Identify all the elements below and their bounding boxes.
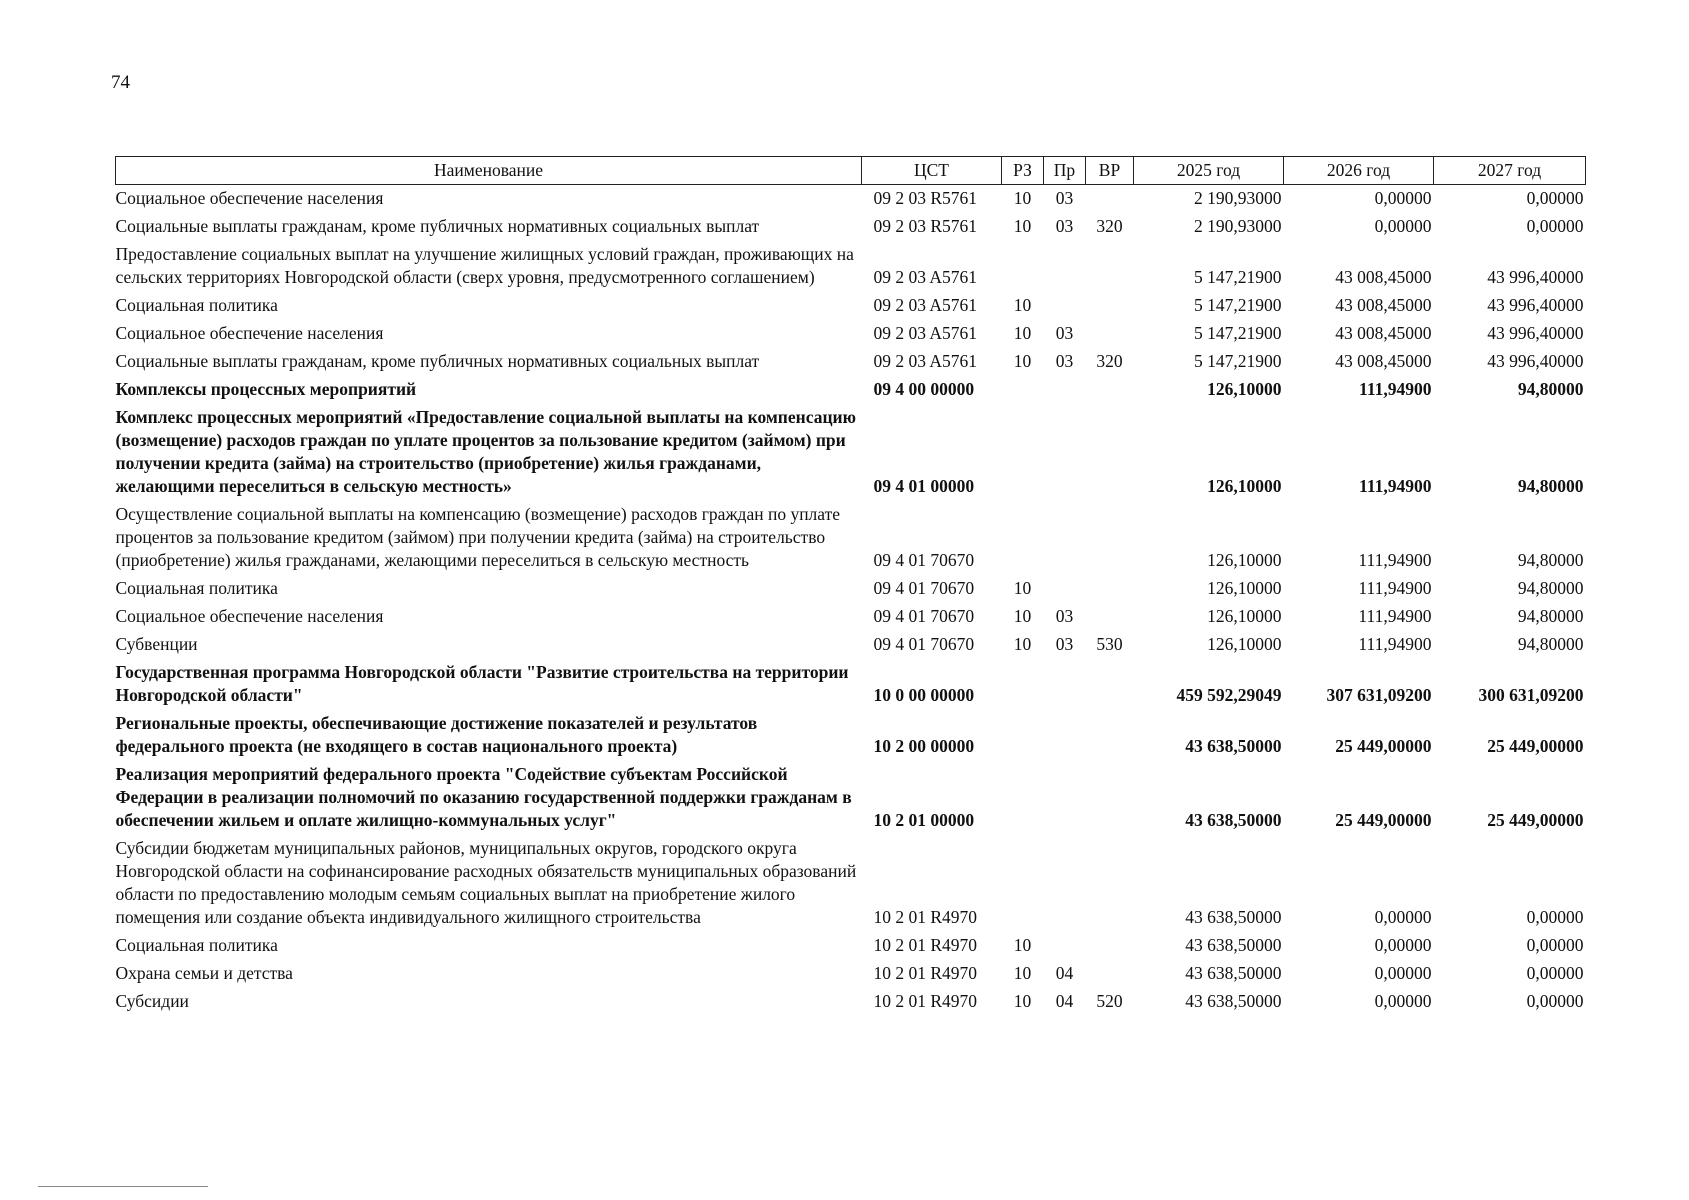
table-row (116, 960, 1586, 988)
row-name: Субсидии бюджетам муниципальных районов, муниципальных округов, городского округа Новгородской области на софинансирование расходных обязательств муниципальных образований области по предоставлению молодым семьям социальных выплат на приобретение жилого помещения или создание объекта индивидуального жилищного строительства (115, 838, 857, 927)
table-body (116, 185, 1586, 1017)
row-vr: 520 (1096, 991, 1123, 1011)
table-row (116, 501, 1586, 575)
row-pr: 03 (1055, 188, 1074, 208)
row-cst: 09 4 01 70670 (873, 634, 975, 654)
row-2026: 111,94900 (1358, 606, 1432, 626)
row-2027: 43 996,40000 (1487, 295, 1584, 315)
row-2026: 111,94900 (1359, 379, 1432, 399)
row-rz (1002, 659, 1044, 710)
row-vr (1086, 710, 1134, 761)
header-pr: Пр (1044, 157, 1086, 185)
row-name: Социальные выплаты гражданам, кроме публичных нормативных социальных выплат (115, 351, 760, 371)
table-row (116, 292, 1586, 320)
row-cst: 10 2 01 R4970 (873, 991, 978, 1011)
row-2025: 126,10000 (1207, 606, 1282, 626)
table-row (116, 710, 1586, 761)
row-2025: 43 638,50000 (1185, 935, 1282, 955)
row-name: Социальное обеспечение населения (115, 188, 384, 208)
row-rz (1002, 376, 1044, 404)
row-name: Социальные выплаты гражданам, кроме публичных нормативных социальных выплат (115, 216, 760, 236)
row-rz: 10 (1013, 351, 1032, 371)
row-name: Социальная политика (115, 578, 278, 598)
row-vr (1086, 320, 1134, 348)
row-2026: 111,94900 (1359, 476, 1432, 496)
row-name: Комплексы процессных мероприятий (115, 379, 417, 399)
row-cst: 09 4 01 70670 (873, 606, 975, 626)
row-rz: 10 (1013, 991, 1032, 1011)
row-2027: 94,80000 (1517, 634, 1584, 654)
row-pr: 03 (1055, 634, 1074, 654)
table-row (116, 376, 1586, 404)
table-row (116, 603, 1586, 631)
row-2027: 300 631,09200 (1478, 685, 1584, 705)
row-name: Охрана семьи и детства (115, 963, 293, 983)
row-rz: 10 (1013, 634, 1032, 654)
row-2027: 43 996,40000 (1487, 351, 1584, 371)
row-vr (1086, 185, 1134, 214)
table-row (116, 659, 1586, 710)
row-2025: 126,10000 (1207, 379, 1282, 399)
row-vr (1086, 575, 1134, 603)
row-cst: 09 2 03 A5761 (873, 323, 978, 343)
row-pr: 03 (1055, 216, 1074, 236)
row-2027: 25 449,00000 (1487, 810, 1584, 830)
table-row (116, 404, 1586, 501)
row-2025: 43 638,50000 (1185, 810, 1282, 830)
row-2025: 5 147,21900 (1194, 323, 1282, 343)
row-2026: 0,00000 (1374, 935, 1432, 955)
table-row (116, 575, 1586, 603)
header-cst: ЦСТ (862, 157, 1002, 185)
row-vr (1086, 761, 1134, 835)
row-cst: 09 2 03 A5761 (873, 295, 978, 315)
row-cst: 09 2 03 A5761 (873, 351, 978, 371)
row-pr (1044, 761, 1086, 835)
header-rz: РЗ (1002, 157, 1044, 185)
row-pr (1044, 404, 1086, 501)
row-2025: 5 147,21900 (1194, 351, 1282, 371)
row-2027: 94,80000 (1517, 476, 1584, 496)
table-row (116, 932, 1586, 960)
row-rz: 10 (1013, 323, 1032, 343)
table-header-row (116, 157, 1586, 185)
row-2026: 43 008,45000 (1335, 323, 1432, 343)
row-2027: 25 449,00000 (1487, 736, 1584, 756)
table-row (116, 988, 1586, 1016)
budget-table (115, 156, 1586, 1016)
row-pr: 04 (1055, 963, 1074, 983)
row-name: Субвенции (115, 634, 198, 654)
row-2025: 126,10000 (1207, 550, 1282, 570)
row-name: Социальная политика (115, 295, 278, 315)
row-2025: 2 190,93000 (1194, 216, 1282, 236)
row-vr (1086, 292, 1134, 320)
row-rz (1002, 404, 1044, 501)
table-row (116, 241, 1586, 292)
row-2026: 0,00000 (1374, 907, 1432, 927)
row-2026: 111,94900 (1358, 634, 1432, 654)
row-cst: 09 4 00 00000 (873, 379, 975, 399)
row-cst: 10 0 00 00000 (873, 685, 975, 705)
row-rz (1002, 710, 1044, 761)
row-2027: 0,00000 (1526, 991, 1584, 1011)
header-2026: 2026 год (1284, 157, 1434, 185)
row-2027: 94,80000 (1517, 550, 1584, 570)
row-2026: 43 008,45000 (1335, 295, 1432, 315)
row-2026: 0,00000 (1374, 963, 1432, 983)
row-cst: 10 2 00 00000 (873, 736, 975, 756)
table-row (116, 835, 1586, 932)
row-rz (1002, 501, 1044, 575)
table-row (116, 320, 1586, 348)
row-name: Социальное обеспечение населения (115, 323, 384, 343)
row-vr (1086, 241, 1134, 292)
row-2027: 0,00000 (1526, 907, 1584, 927)
row-vr (1086, 404, 1134, 501)
row-2026: 0,00000 (1374, 188, 1432, 208)
row-2026: 25 449,00000 (1335, 736, 1432, 756)
row-2025: 126,10000 (1207, 634, 1282, 654)
row-name: Предоставление социальных выплат на улучшение жилищных условий граждан, проживающих на сельских территориях Новгородской области (сверх уровня, предусмотренного соглашением) (115, 244, 854, 287)
row-vr (1086, 659, 1134, 710)
row-pr (1044, 659, 1086, 710)
row-2025: 5 147,21900 (1194, 295, 1282, 315)
row-2026: 0,00000 (1374, 216, 1432, 236)
row-2027: 94,80000 (1517, 578, 1584, 598)
row-pr (1044, 710, 1086, 761)
row-vr: 530 (1096, 634, 1123, 654)
table-row (116, 185, 1586, 214)
row-2026: 307 631,09200 (1326, 685, 1432, 705)
row-cst: 10 2 01 R4970 (873, 935, 978, 955)
row-rz: 10 (1013, 606, 1032, 626)
row-rz: 10 (1013, 578, 1032, 598)
row-2026: 0,00000 (1374, 991, 1432, 1011)
row-2025: 43 638,50000 (1185, 736, 1282, 756)
row-cst: 09 4 01 70670 (873, 550, 975, 570)
row-vr (1086, 376, 1134, 404)
row-2026: 43 008,45000 (1335, 351, 1432, 371)
row-2025: 2 190,93000 (1194, 188, 1282, 208)
row-cst: 09 4 01 70670 (873, 578, 975, 598)
row-2025: 5 147,21900 (1194, 267, 1282, 287)
row-2025: 43 638,50000 (1185, 991, 1282, 1011)
row-2025: 126,10000 (1207, 476, 1282, 496)
row-pr: 04 (1055, 991, 1074, 1011)
row-rz (1002, 761, 1044, 835)
row-name: Государственная программа Новгородской области "Развитие строительства на территории Новгородской области" (115, 662, 849, 705)
row-cst: 09 2 03 R5761 (873, 216, 978, 236)
row-2027: 0,00000 (1526, 935, 1584, 955)
row-2025: 459 592,29049 (1176, 685, 1282, 705)
row-2026: 111,94900 (1358, 578, 1432, 598)
row-name: Региональные проекты, обеспечивающие достижение показателей и результатов федерального проекта (не входящего в состав национального проекта) (115, 713, 758, 756)
row-2026: 111,94900 (1358, 550, 1432, 570)
row-vr (1086, 501, 1134, 575)
row-name: Комплекс процессных мероприятий «Предоставление социальной выплаты на компенсацию (возмещение) расходов граждан по уплате процентов за пользование кредитом (займом) при получении кредита (займа) на строительство (приобретение) жилья гражданами, желающими переселиться в сельскую местность» (115, 407, 856, 496)
row-2025: 43 638,50000 (1185, 907, 1282, 927)
row-pr (1044, 835, 1086, 932)
row-rz: 10 (1013, 216, 1032, 236)
row-rz (1002, 241, 1044, 292)
table-row (116, 631, 1586, 659)
row-vr: 320 (1096, 351, 1123, 371)
row-rz (1002, 835, 1044, 932)
row-2026: 43 008,45000 (1335, 267, 1432, 287)
scan-artifact-line (38, 1186, 208, 1187)
row-2025: 43 638,50000 (1185, 963, 1282, 983)
row-name: Осуществление социальной выплаты на компенсацию (возмещение) расходов граждан по уплате процентов за пользование кредитом (займом) при получении кредита (займа) на строительство (приобретение) жилья гражданами, желающими переселиться в сельскую местность (115, 504, 841, 570)
row-vr (1086, 835, 1134, 932)
row-2026: 25 449,00000 (1335, 810, 1432, 830)
row-cst: 09 4 01 00000 (873, 476, 975, 496)
row-2027: 0,00000 (1526, 188, 1584, 208)
header-name: Наименование (116, 157, 862, 185)
row-cst: 10 2 01 00000 (873, 810, 975, 830)
table-row (116, 213, 1586, 241)
row-2027: 43 996,40000 (1487, 267, 1584, 287)
row-cst: 10 2 01 R4970 (873, 963, 978, 983)
row-pr (1044, 376, 1086, 404)
row-cst: 09 2 03 R5761 (873, 188, 978, 208)
row-rz: 10 (1013, 935, 1032, 955)
row-pr: 03 (1055, 606, 1074, 626)
row-pr (1044, 292, 1086, 320)
row-vr (1086, 603, 1134, 631)
row-2027: 0,00000 (1526, 963, 1584, 983)
row-pr (1044, 932, 1086, 960)
header-vr: ВР (1086, 157, 1134, 185)
row-2027: 94,80000 (1517, 379, 1584, 399)
row-cst: 10 2 01 R4970 (873, 907, 978, 927)
row-2027: 43 996,40000 (1487, 323, 1584, 343)
row-pr (1044, 241, 1086, 292)
row-name: Социальное обеспечение населения (115, 606, 384, 626)
row-cst: 09 2 03 A5761 (873, 267, 978, 287)
row-vr (1086, 960, 1134, 988)
row-2027: 0,00000 (1526, 216, 1584, 236)
row-name: Субсидии (115, 991, 189, 1011)
row-rz: 10 (1013, 963, 1032, 983)
row-pr (1044, 575, 1086, 603)
row-name: Реализация мероприятий федерального проекта "Содействие субъектам Российской Федерации в реализации полномочий по оказанию государственной поддержки гражданам в обеспечении жильем и оплате жилищно-коммунальных услуг" (115, 764, 852, 830)
row-2027: 94,80000 (1517, 606, 1584, 626)
row-rz: 10 (1013, 188, 1032, 208)
row-vr (1086, 932, 1134, 960)
row-pr (1044, 501, 1086, 575)
table-row (116, 348, 1586, 376)
row-2025: 126,10000 (1207, 578, 1282, 598)
header-2025: 2025 год (1134, 157, 1284, 185)
page-number: 74 (111, 72, 130, 93)
row-pr: 03 (1055, 323, 1074, 343)
row-pr: 03 (1055, 351, 1074, 371)
row-vr: 320 (1096, 216, 1123, 236)
header-2027: 2027 год (1434, 157, 1586, 185)
table-row (116, 761, 1586, 835)
row-rz: 10 (1013, 295, 1032, 315)
row-name: Социальная политика (115, 935, 278, 955)
